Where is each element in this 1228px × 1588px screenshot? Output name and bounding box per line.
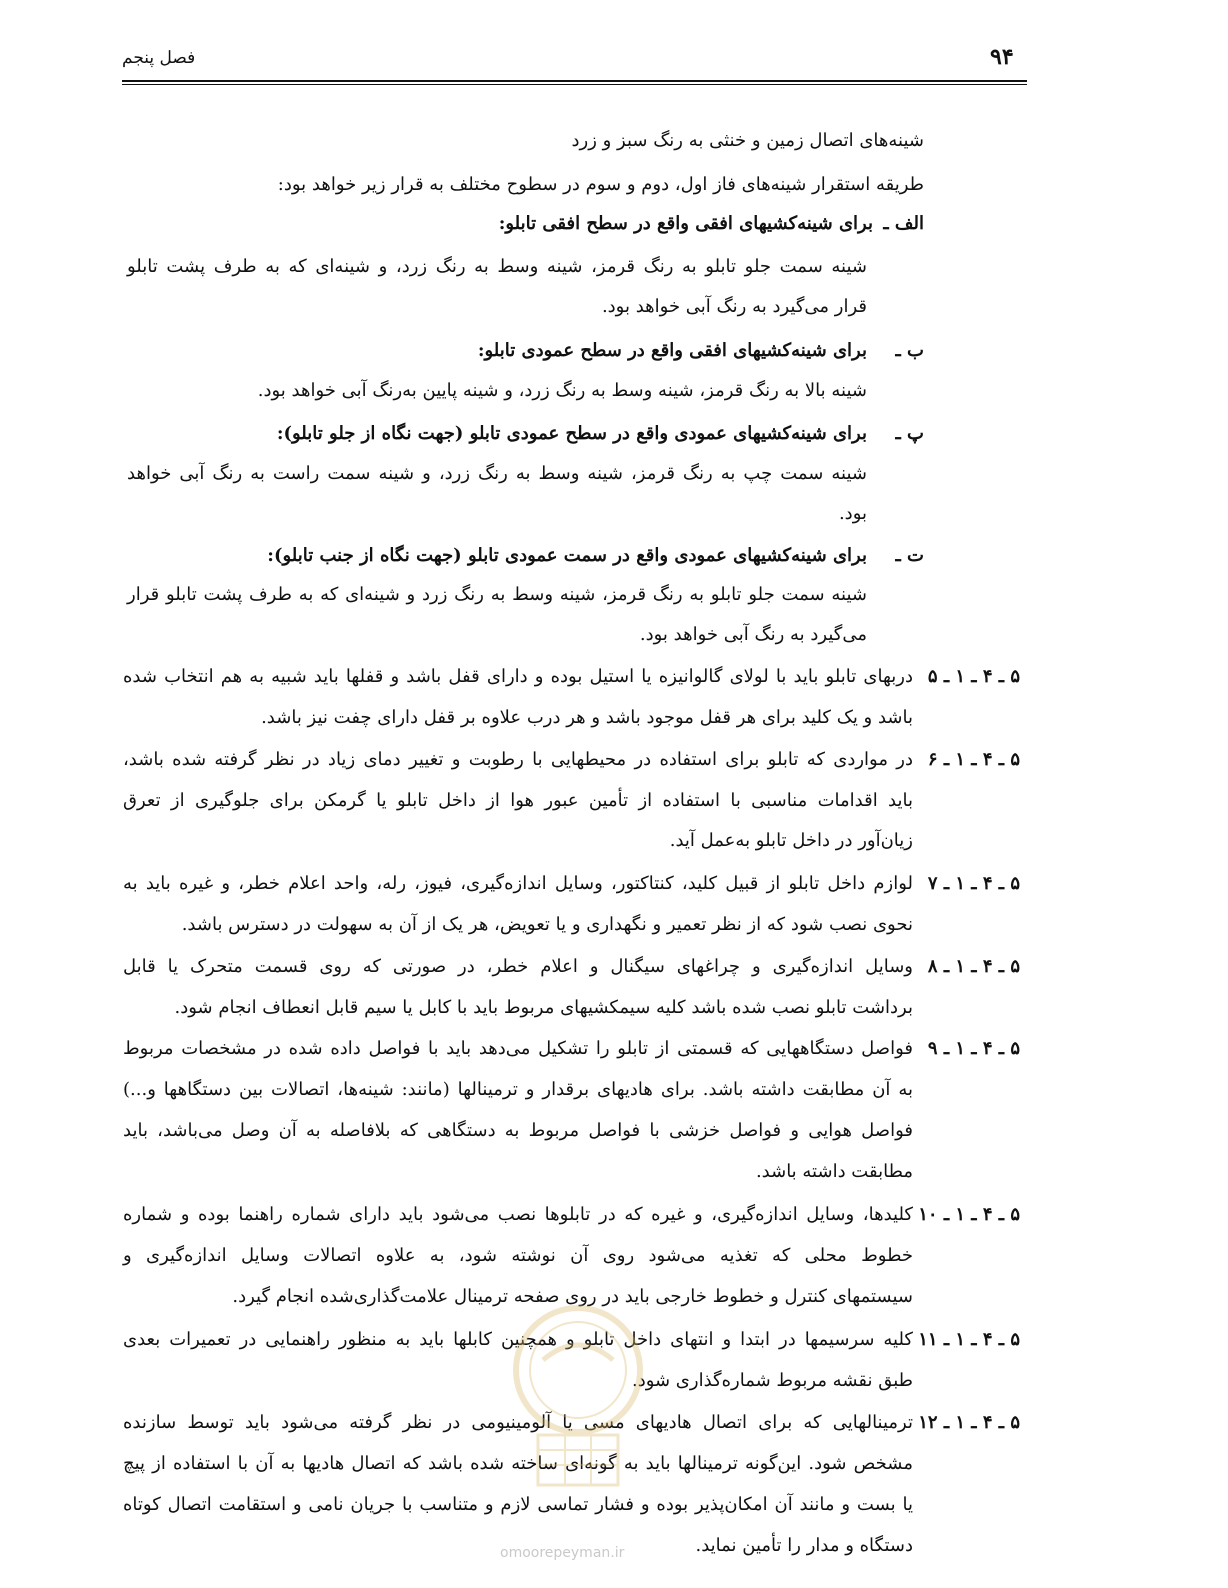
item-text-line: شینه بالا به رنگ قرمز، شینه وسط به رنگ زرد، و شینه پایین به‌رنگ آبی خواهد بود. (257, 380, 867, 401)
item-heading: برای شینه‌کشیهای عمودی واقع در سطح عمودی تابلو (جهت نگاه از جلو تابلو): (276, 423, 867, 444)
item-label: ت ـ (895, 545, 924, 566)
item-heading: برای شینه‌کشیهای افقی واقع در سطح افقی تابلو: (498, 213, 873, 234)
clause-line: مطابقت داشته باشد. (755, 1161, 913, 1182)
clause-number: ۵ ـ ۴ ـ ۱ ـ ۱۲ (918, 1412, 1020, 1433)
clause-number: ۵ ـ ۴ ـ ۱ ـ ۶ (927, 749, 1020, 770)
clause-line: کلیدها، وسایل اندازه‌گیری، و غیره که در تابلوها نصب می‌شود باید دارای شماره راهنما بوده و شماره (123, 1204, 913, 1225)
item-heading: برای شینه‌کشیهای افقی واقع در سطح عمودی تابلو: (477, 340, 867, 361)
item-heading: برای شینه‌کشیهای عمودی واقع در سمت عمودی تابلو (جهت نگاه از جنب تابلو): (267, 545, 867, 566)
header-rule-thin (122, 84, 1027, 85)
clause-line: ترمینالهایی که برای اتصال هادیهای مسی یا آلومینیومی در نظر گرفته می‌شود باید توسط سازنده (123, 1412, 913, 1433)
clause-line: فواصل هوایی و فواصل خزشی با فواصل مربوط به دستگاهی که بلافاصله به آن وصل می‌باشد، باید (123, 1120, 913, 1141)
item-text-line: می‌گیرد به رنگ آبی خواهد بود. (639, 624, 867, 645)
clause-line: زیان‌آور در داخل تابلو به‌عمل آید. (669, 830, 913, 851)
clause-line: وسایل اندازه‌گیری و چراغهای سیگنال و اعلام خطر، در صورتی که روی قسمت متحرک یا قابل (123, 956, 913, 977)
clause-line: به آن مطابقت داشته باشد. برای هادیهای برقدار و ترمینالها (مانند: شینه‌ها، اتصالات بین دستگاهها و...) (123, 1079, 913, 1100)
clause-line: مشخص شود. این‌گونه ترمینالها باید به گونه‌ای ساخته شده باشد که اتصال هادیها به آن با استفاده از پیچ (123, 1453, 913, 1474)
clause-number: ۵ ـ ۴ ـ ۱ ـ ۷ (927, 873, 1020, 894)
clause-line: در مواردی که تابلو برای استفاده در محیطهایی با رطوبت و تغییر دمای زیاد در نظر گرفته شده باشد، (123, 749, 913, 770)
clause-line: خطوط محلی که تغذیه می‌شود روی آن نوشته شود، به علاوه اتصالات وسایل اندازه‌گیری و (123, 1245, 913, 1266)
clause-line: لوازم داخل تابلو از قبیل کلید، کنتاکتور، وسایل اندازه‌گیری، فیوز، رله، واحد اعلام خطر، و غیره باید به (123, 873, 913, 894)
watermark-logo (493, 1300, 663, 1500)
clause-line: برداشت تابلو نصب شده باشد کلیه سیمکشیهای مربوط باید با کابل یا سیم قابل انعطاف انجام شود. (174, 997, 913, 1018)
clause-line: یا بست و مانند آن امکان‌پذیر بوده و فشار تماسی لازم و متناسب با جریان نامی و استقامت اتصال کوتاه (123, 1494, 913, 1515)
intro-line: طریقه استقرار شینه‌های فاز اول، دوم و سوم در سطوح مختلف به قرار زیر خواهد بود: (277, 174, 924, 195)
item-label: ب ـ (895, 340, 924, 361)
clause-number: ۵ ـ ۴ ـ ۱ ـ ۹ (927, 1038, 1020, 1059)
clause-line: نحوی نصب شود که از نظر تعمیر و نگهداری و یا تعویض، هر یک از آن به سهولت در دسترس باشد. (181, 914, 913, 935)
item-text-line: شینه سمت چپ به رنگ قرمز، شینه وسط به رنگ زرد، و شینه سمت راست به رنگ آبی خواهد (127, 463, 867, 484)
clause-line: باید اقدامات مناسبی با استفاده از تأمین عبور هوا از داخل تابلو یا گرمکن برای جلوگیری از تعرق (123, 790, 913, 811)
clause-number: ۵ ـ ۴ ـ ۱ ـ ۱۱ (918, 1329, 1020, 1350)
watermark-text: omoorepeyman.ir (500, 1545, 625, 1561)
header-rule (122, 80, 1027, 82)
clause-number: ۵ ـ ۴ ـ ۱ ـ ۱۰ (918, 1204, 1020, 1225)
clause-number: ۵ ـ ۴ ـ ۱ ـ ۵ (927, 666, 1020, 687)
chapter-title: فصل پنجم (122, 48, 196, 68)
intro-line: شینه‌های اتصال زمین و خنثی به رنگ سبز و زرد (571, 130, 924, 151)
clause-line: دربهای تابلو باید با لولای گالوانیزه یا استیل بوده و دارای قفل باشد و قفلها باید شبیه به هم انتخاب شده (123, 666, 913, 687)
clause-line: دستگاه و مدار را تأمین نماید. (695, 1535, 913, 1556)
clause-line: باشد و یک کلید برای هر قفل موجود باشد و هر درب علاوه بر قفل دارای چفت نیز باشد. (261, 707, 913, 728)
clause-line: طبق نقشه مربوط شماره‌گذاری شود. (631, 1370, 913, 1391)
item-label: الف ـ (883, 213, 924, 234)
item-text-line: بود. (838, 503, 867, 524)
item-text-line: قرار می‌گیرد به رنگ آبی خواهد بود. (601, 296, 867, 317)
clause-number: ۵ ـ ۴ ـ ۱ ـ ۸ (927, 956, 1020, 977)
clause-line: سیستمهای کنترل و خطوط خارجی باید در روی صفحه ترمینال علامت‌گذاری‌شده انجام گیرد. (232, 1286, 913, 1307)
item-label: پ ـ (895, 423, 924, 444)
page-number: ۹۴ (990, 44, 1014, 70)
item-text-line: شینه سمت جلو تابلو به رنگ قرمز، شینه وسط به رنگ زرد و شینه‌ای که به طرف پشت تابلو قرار (127, 584, 867, 605)
clause-line: فواصل دستگاههایی که قسمتی از تابلو را تشکیل می‌دهد باید با فواصل داده شده در مشخصات مربوط (123, 1038, 913, 1059)
item-text-line: شینه سمت جلو تابلو به رنگ قرمز، شینه وسط به رنگ زرد، و شینه‌ای که به طرف پشت تابلو (127, 256, 867, 277)
clause-line: کلیه سرسیمها در ابتدا و انتهای داخل تابلو و همچنین کابلها باید به منظور راهنمایی در تعمیرات بعدی (123, 1329, 913, 1350)
